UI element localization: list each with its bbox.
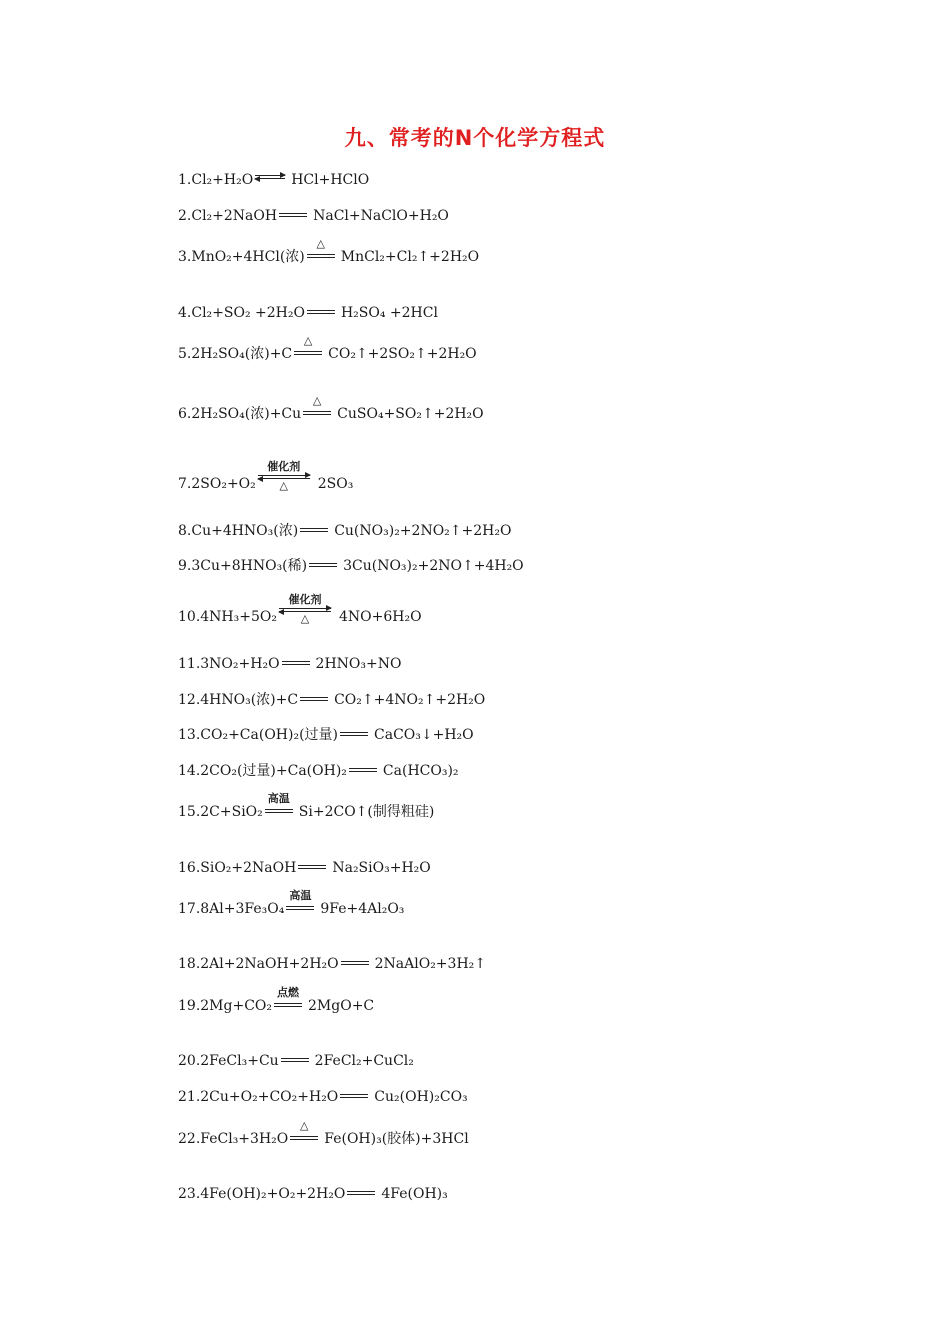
equals-sign — [347, 1180, 375, 1198]
reaction-condition: 催化剂 — [288, 593, 322, 606]
equation-row — [178, 1047, 414, 1070]
equation-products: 4Fe(OH)₃ — [381, 1186, 448, 1202]
equation-reactants: 22.FeCl₃+3H₂O — [178, 1131, 289, 1147]
equation-row — [178, 1180, 448, 1203]
equals-sign — [309, 552, 337, 570]
equals-sign — [286, 889, 314, 913]
equation-row — [178, 757, 459, 780]
equals-sign — [282, 650, 310, 668]
equation-reactants: 9.3Cu+8HNO₃(稀) — [178, 558, 308, 574]
equation-reactants: 14.2CO₂(过量)+Ca(OH)₂ — [178, 763, 347, 779]
equation-reactants: 20.2FeCl₃+Cu — [178, 1053, 279, 1069]
equation-row — [178, 854, 431, 877]
equation-reactants: 1.Cl₂+H₂O — [178, 172, 254, 188]
reaction-condition: 高温 — [267, 792, 290, 805]
equals-sign — [303, 394, 331, 418]
equals-sign — [307, 299, 335, 317]
equation-row — [178, 1083, 468, 1106]
equals-sign — [274, 986, 302, 1010]
equation-row — [178, 394, 484, 423]
reversible-arrow — [255, 166, 285, 184]
equation-reactants: 17.8Al+3Fe₃O₄ — [178, 901, 285, 917]
reaction-condition: 高温 — [289, 889, 312, 902]
reaction-condition: △ — [312, 394, 322, 407]
equation-reactants: 3.MnO₂+4HCl(浓) — [178, 249, 305, 265]
equation-products: 2MgO+C — [308, 998, 375, 1014]
equals-sign — [279, 202, 307, 220]
equation-reactants: 6.2H₂SO₄(浓)+Cu — [178, 406, 302, 422]
equals-sign — [281, 1047, 309, 1065]
equation-row — [178, 202, 449, 225]
equation-row — [178, 334, 477, 363]
reversible-arrow-with-condition — [258, 460, 310, 492]
equation-products: CO₂↑+4NO₂↑+2H₂O — [334, 692, 486, 708]
reaction-condition: 催化剂 — [267, 460, 301, 473]
equation-products: CuSO₄+SO₂↑+2H₂O — [337, 406, 484, 422]
equation-reactants: 21.2Cu+O₂+CO₂+H₂O — [178, 1089, 339, 1105]
equation-reactants: 16.SiO₂+2NaOH — [178, 860, 297, 876]
equation-row — [178, 1119, 469, 1148]
equation-row — [178, 517, 511, 540]
equation-row — [178, 460, 354, 493]
equation-products: NaCl+NaClO+H₂O — [313, 208, 449, 224]
reaction-condition-heat: △ — [279, 479, 288, 492]
equation-products: Cu₂(OH)₂CO₃ — [374, 1089, 468, 1105]
equation-products: Ca(HCO₃)₂ — [382, 763, 459, 779]
equation-row — [178, 950, 486, 973]
equation-row — [178, 986, 375, 1015]
equation-reactants: 8.Cu+4HNO₃(浓) — [178, 523, 299, 539]
equation-products: 2FeCl₂+CuCl₂ — [314, 1053, 414, 1069]
equation-reactants: 5.2H₂SO₄(浓)+C — [178, 346, 293, 362]
equation-products: Si+2CO↑(制得粗硅) — [298, 804, 435, 820]
reaction-condition: △ — [316, 237, 325, 250]
equation-reactants: 11.3NO₂+H₂O — [178, 656, 280, 672]
equation-row — [178, 166, 369, 189]
equals-sign — [349, 757, 377, 775]
equals-sign — [298, 854, 326, 872]
equals-sign — [307, 237, 335, 261]
equation-products: Fe(OH)₃(胶体)+3HCl — [324, 1131, 469, 1147]
equation-row — [178, 889, 405, 918]
equation-reactants: 10.4NH₃+5O₂ — [178, 609, 277, 625]
equation-products: Na₂SiO₃+H₂O — [332, 860, 431, 876]
reaction-condition: △ — [300, 1119, 309, 1132]
equation-reactants: 15.2C+SiO₂ — [178, 804, 263, 820]
equation-products: 2HNO₃+NO — [315, 656, 402, 672]
equation-products: MnCl₂+Cl₂↑+2H₂O — [340, 249, 480, 265]
equation-reactants: 19.2Mg+CO₂ — [178, 998, 273, 1014]
equation-products: 2SO₃ — [317, 476, 354, 492]
equation-row — [178, 792, 435, 821]
equation-row — [178, 299, 438, 322]
equation-reactants: 2.Cl₂+2NaOH — [178, 208, 278, 224]
equation-row — [178, 593, 422, 626]
equation-reactants: 12.4HNO₃(浓)+C — [178, 692, 299, 708]
equals-sign — [341, 950, 369, 968]
reaction-condition-heat: △ — [300, 612, 310, 625]
equals-sign — [294, 334, 322, 358]
equals-sign — [300, 517, 328, 535]
equation-products: 4NO+6H₂O — [338, 609, 422, 625]
equation-row — [178, 237, 480, 266]
equation-reactants: 7.2SO₂+O₂ — [178, 476, 256, 492]
equation-products: HCl+HClO — [291, 172, 370, 188]
equation-products: Cu(NO₃)₂+2NO₂↑+2H₂O — [334, 523, 512, 539]
equation-reactants: 13.CO₂+Ca(OH)₂(过量) — [178, 727, 339, 743]
equation-products: H₂SO₄ +2HCl — [340, 305, 438, 321]
reversible-arrow-with-condition — [279, 593, 331, 625]
equation-reactants: 23.4Fe(OH)₂+O₂+2H₂O — [178, 1186, 346, 1202]
equation-products: 2NaAlO₂+3H₂↑ — [374, 956, 486, 972]
page-title: 九、常考的N个化学方程式 — [344, 126, 606, 150]
equals-sign — [340, 1083, 368, 1101]
equals-sign — [340, 721, 368, 739]
equation-row — [178, 552, 524, 575]
equation-products: 3Cu(NO₃)₂+2NO↑+4H₂O — [343, 558, 524, 574]
equals-sign — [265, 792, 293, 816]
equation-products: CaCO₃↓+H₂O — [374, 727, 474, 743]
reaction-condition: 点燃 — [277, 986, 300, 999]
equals-sign — [300, 686, 328, 704]
equation-row — [178, 650, 401, 673]
equals-sign — [290, 1119, 318, 1143]
equation-reactants: 4.Cl₂+SO₂ +2H₂O — [178, 305, 305, 321]
reaction-condition: △ — [303, 334, 313, 347]
equation-products: 9Fe+4Al₂O₃ — [320, 901, 405, 917]
equation-row — [178, 721, 474, 744]
equation-reactants: 18.2Al+2NaOH+2H₂O — [178, 956, 339, 972]
equation-row — [178, 686, 485, 709]
equation-products: CO₂↑+2SO₂↑+2H₂O — [328, 346, 477, 362]
